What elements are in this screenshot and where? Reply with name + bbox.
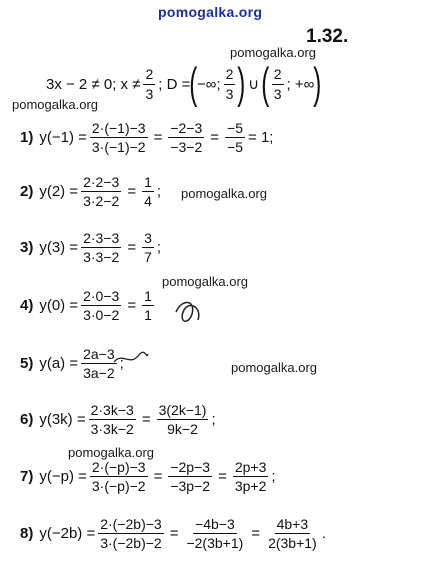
numerator: 1 — [142, 288, 154, 306]
watermark: pomogalka.org — [162, 274, 248, 289]
result: ; — [119, 355, 124, 373]
equals-sign: = — [141, 411, 151, 429]
denominator: 3p+2 — [234, 478, 267, 495]
fraction — [233, 459, 269, 494]
function-call: y(2) = — [39, 183, 79, 201]
left-paren: ( — [261, 59, 270, 108]
denominator: −2(3b+1) — [186, 535, 244, 552]
domain-label: ; D = — [158, 75, 191, 93]
denominator: −5 — [227, 139, 244, 156]
numerator: −4b−3 — [193, 516, 237, 534]
function-call: y(0) = — [39, 297, 79, 315]
union-sign: ∪ — [248, 76, 260, 93]
function-call: y(−p) = — [39, 468, 87, 486]
denominator: 3a−2 — [83, 365, 115, 382]
numerator: −5 — [225, 120, 245, 138]
fraction — [142, 230, 154, 265]
numerator: 2·(−2b)−3 — [98, 516, 163, 534]
solution-line-8 — [20, 516, 326, 551]
solution-line-6 — [20, 402, 216, 437]
numerator: 3(2k−1) — [157, 402, 209, 420]
item-label: 7) — [20, 468, 34, 486]
domain-condition: 3x − 2 ≠ 0; x ≠ — [46, 75, 141, 93]
watermark: pomogalka.org — [68, 445, 154, 460]
fraction — [81, 288, 121, 323]
numerator: 2 — [272, 66, 284, 84]
item-label: 3) — [20, 239, 34, 257]
denominator: 3 — [225, 85, 234, 102]
fraction — [142, 288, 154, 323]
numerator: 2·(−p)−3 — [90, 459, 148, 477]
denominator: −3−2 — [170, 139, 203, 156]
fraction — [168, 120, 204, 155]
fraction — [224, 66, 236, 101]
denominator: 3·0−2 — [83, 307, 120, 324]
scribble-mark — [168, 292, 208, 332]
fraction — [98, 516, 163, 551]
equals-sign: = — [153, 468, 163, 486]
equals-sign: = — [169, 525, 179, 543]
result: ; — [211, 411, 216, 429]
equals-sign: = — [251, 525, 261, 543]
watermark: pomogalka.org — [230, 45, 316, 60]
item-label: 1) — [20, 129, 34, 147]
numerator: 3 — [142, 230, 154, 248]
fraction — [266, 516, 319, 551]
equals-sign: = — [127, 183, 137, 201]
result: ; — [156, 239, 162, 257]
denominator: 3 — [145, 85, 154, 102]
solution-line-7 — [20, 459, 276, 494]
numerator: 2 — [224, 66, 236, 84]
watermark: pomogalka.org — [181, 186, 267, 201]
equals-sign: = — [127, 297, 137, 315]
watermark-top: pomogalka.org — [158, 4, 263, 20]
denominator: 3·2−2 — [83, 193, 120, 210]
function-call: y(−2b) = — [39, 525, 96, 543]
numerator: 2·(−1)−3 — [90, 120, 148, 138]
item-label: 2) — [20, 183, 34, 201]
denominator: −3p−2 — [170, 478, 211, 495]
solution-line-1 — [20, 120, 273, 155]
scribble-mark — [110, 348, 150, 373]
item-label: 4) — [20, 297, 34, 315]
solution-line-2 — [20, 174, 161, 209]
fraction — [90, 459, 148, 494]
equals-sign: = — [210, 129, 220, 147]
numerator: 2·3−3 — [81, 230, 121, 248]
fraction — [168, 459, 212, 494]
result: ; — [271, 468, 276, 486]
solution-line-5 — [20, 346, 124, 381]
fraction — [90, 120, 148, 155]
fraction — [272, 66, 284, 101]
fraction — [225, 120, 245, 155]
numerator: 2p+3 — [233, 459, 269, 477]
fraction — [142, 174, 154, 209]
right-paren: ) — [313, 59, 322, 108]
fraction — [81, 174, 121, 209]
item-label: 8) — [20, 525, 34, 543]
equals-sign: = — [218, 468, 227, 486]
numerator: −2p−3 — [168, 459, 212, 477]
right-paren: ) — [237, 59, 246, 108]
function-call: y(3) = — [39, 239, 79, 257]
fraction — [81, 230, 121, 265]
denominator: 3·(−2b)−2 — [100, 535, 162, 552]
problem-number: 1.32. — [306, 26, 349, 47]
denominator: 3·3k−2 — [90, 421, 134, 438]
equals-sign: = — [153, 129, 163, 147]
denominator: 3·3−2 — [83, 249, 120, 266]
domain-line — [46, 59, 322, 108]
result: . — [321, 525, 326, 543]
numerator: 4b+3 — [275, 516, 311, 534]
item-label: 6) — [20, 411, 34, 429]
result: = 1; — [248, 129, 274, 147]
denominator: 1 — [144, 307, 152, 324]
numerator: 2·3k−3 — [89, 402, 136, 420]
numerator: 2·0−3 — [81, 288, 121, 306]
solution-line-3 — [20, 230, 161, 265]
denominator: 3·(−1)−2 — [91, 139, 146, 156]
denominator: 3 — [273, 85, 282, 102]
left-paren: ( — [189, 59, 198, 108]
denominator: 7 — [144, 249, 152, 266]
numerator: 2a−3 — [81, 346, 117, 364]
denominator: 4 — [144, 193, 152, 210]
numerator: 2 — [143, 66, 155, 84]
solution-line-4 — [20, 288, 157, 323]
fraction — [89, 402, 136, 437]
fraction — [143, 66, 155, 101]
denominator: 3·(−p)−2 — [91, 478, 146, 495]
watermark: pomogalka.org — [12, 97, 98, 112]
function-call: y(3k) = — [39, 411, 86, 429]
numerator: −2−3 — [168, 120, 204, 138]
denominator: 9k−2 — [167, 421, 198, 438]
numerator: 1 — [142, 174, 154, 192]
watermark: pomogalka.org — [231, 360, 317, 375]
interval-left-start: −∞; — [197, 75, 221, 93]
result: ; — [156, 183, 162, 201]
fraction — [157, 402, 209, 437]
denominator: 2(3b+1) — [268, 535, 317, 552]
interval-right-end: ; +∞ — [286, 75, 315, 93]
numerator: 2·2−3 — [81, 174, 121, 192]
fraction — [184, 516, 245, 551]
item-label: 5) — [20, 355, 34, 373]
function-call: y(−1) = — [39, 129, 87, 147]
function-call: y(a) = — [39, 355, 79, 373]
equals-sign: = — [127, 239, 137, 257]
